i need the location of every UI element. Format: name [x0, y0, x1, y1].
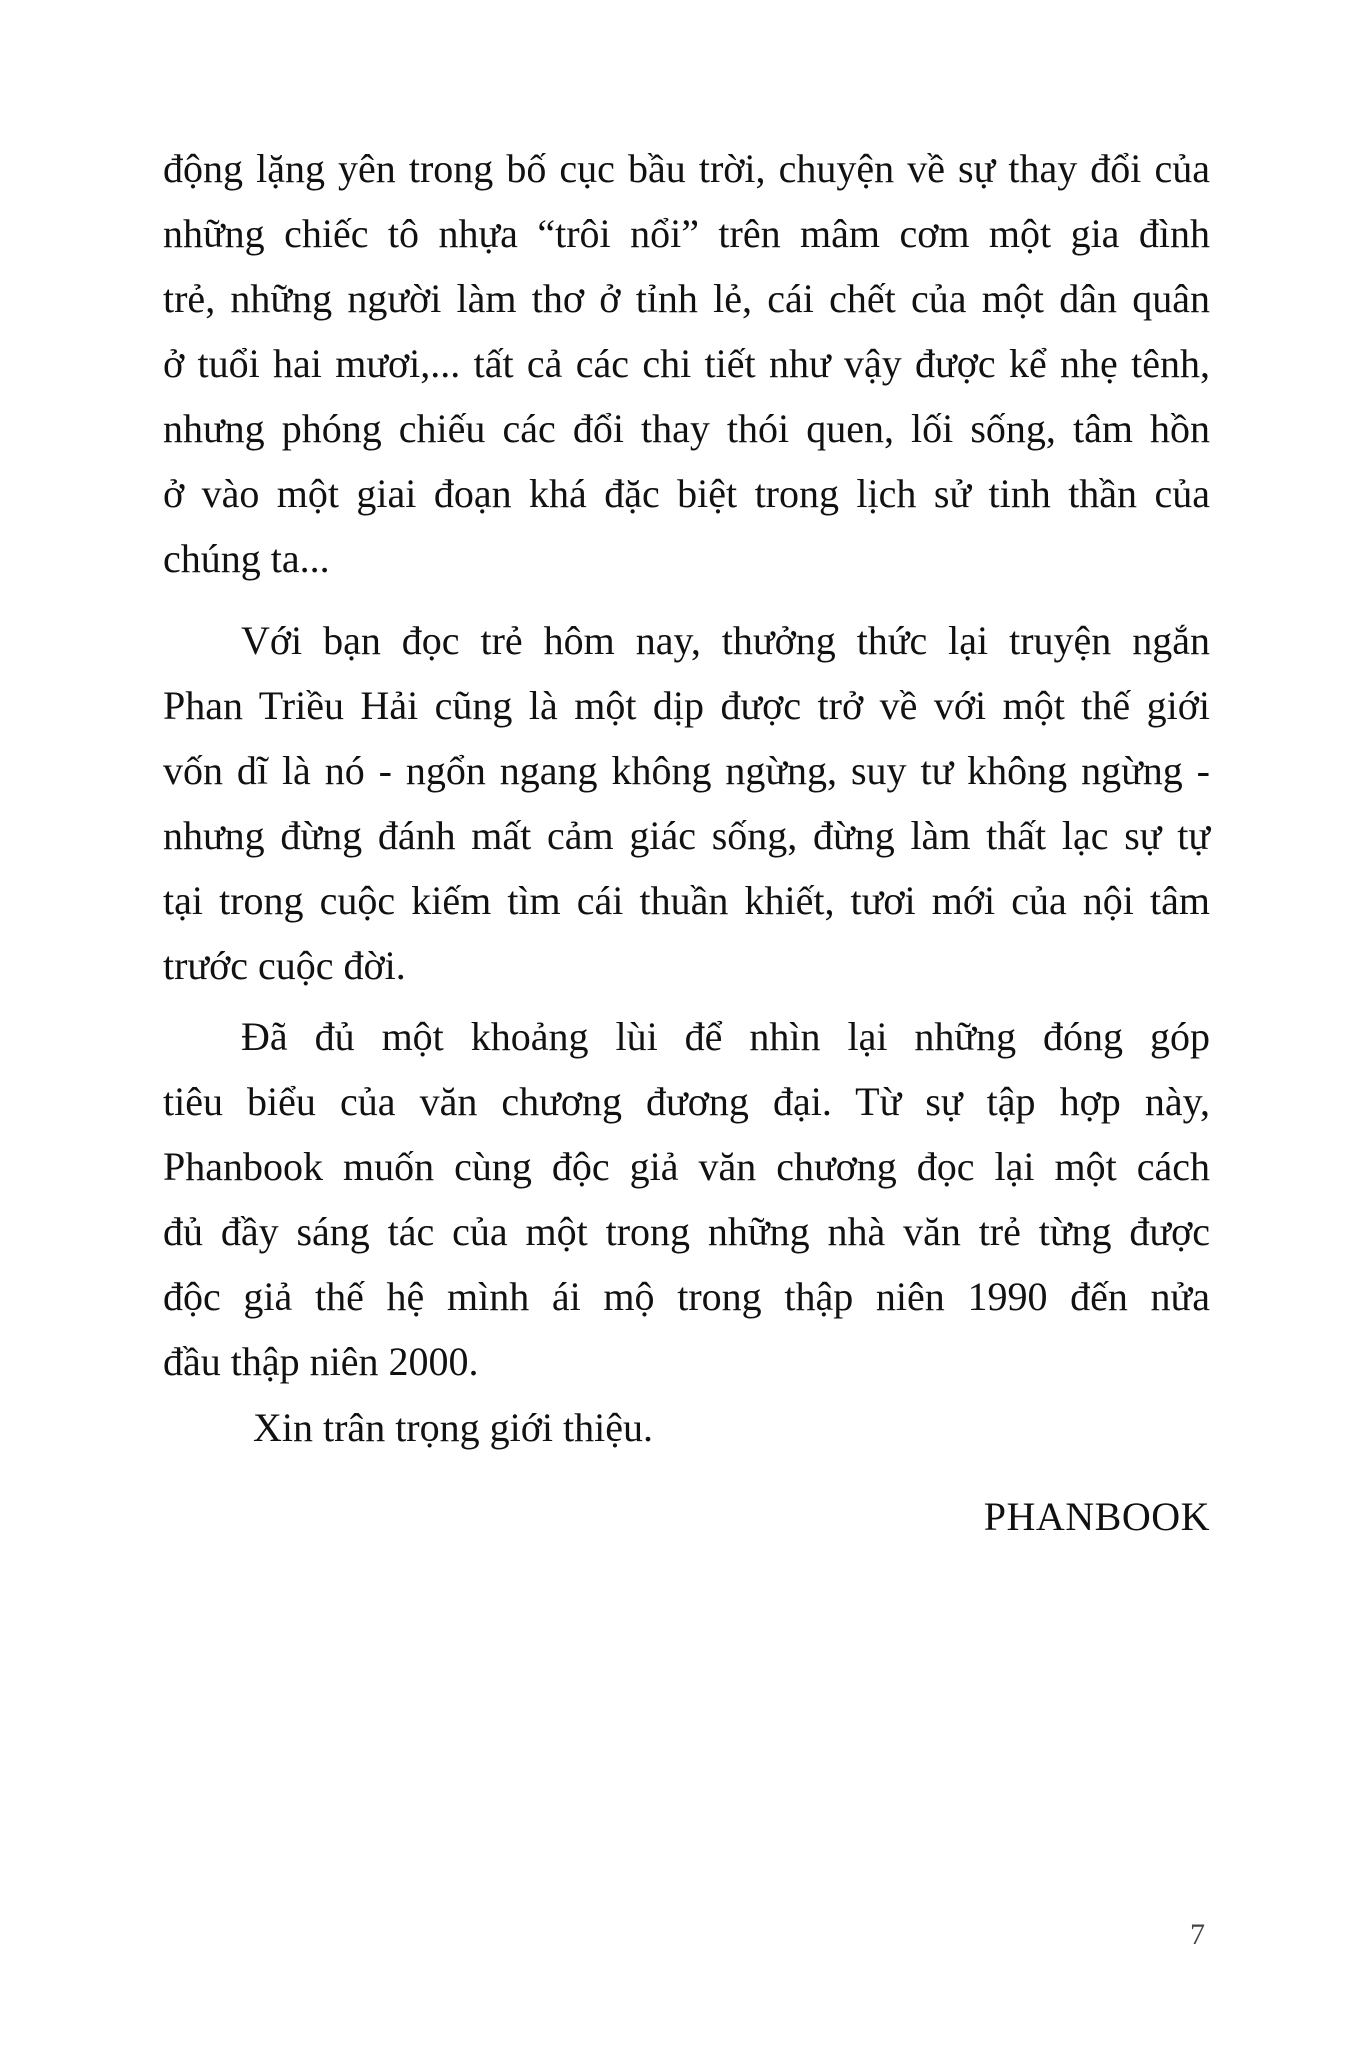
paragraph-line: động lặng yên trong bố cục bầu trời, chuyện về sự thay đổi của: [163, 146, 1210, 191]
paragraph-line: Đã đủ một khoảng lùi để nhìn lại những đóng góp: [241, 1014, 1210, 1059]
paragraph-line: những chiếc tô nhựa “trôi nổi” trên mâm cơm một gia đình: [163, 211, 1210, 256]
closing-line: Xin trân trọng giới thiệu.: [253, 1405, 653, 1450]
paragraph-3: [163, 1004, 1210, 1394]
paragraph-line: tiêu biểu của văn chương đương đại. Từ sự tập hợp này,: [163, 1079, 1210, 1124]
paragraph-1: [163, 136, 1210, 591]
paragraph-line: trước cuộc đời.: [163, 943, 406, 988]
paragraph-line: chúng ta...: [163, 536, 330, 581]
page-number: 7: [1190, 1918, 1205, 1951]
paragraph-line: đầu thập niên 2000.: [163, 1339, 479, 1384]
paragraph-line: tại trong cuộc kiếm tìm cái thuần khiết, tươi mới của nội tâm: [163, 878, 1210, 923]
paragraph-line: độc giả thế hệ mình ái mộ trong thập niên 1990 đến nửa: [163, 1274, 1210, 1319]
paragraph-line: ở tuổi hai mươi,... tất cả các chi tiết như vậy được kể nhẹ tênh,: [163, 341, 1210, 386]
paragraph-line: ở vào một giai đoạn khá đặc biệt trong lịch sử tinh thần của: [163, 471, 1210, 516]
paragraph-line: trẻ, những người làm thơ ở tỉnh lẻ, cái chết của một dân quân: [163, 276, 1210, 321]
paragraph-line: đủ đầy sáng tác của một trong những nhà văn trẻ từng được: [163, 1209, 1210, 1254]
paragraph-line: Phan Triều Hải cũng là một dịp được trở về với một thế giới: [163, 683, 1210, 728]
paragraph-line: Với bạn đọc trẻ hôm nay, thưởng thức lại truyện ngắn: [241, 618, 1210, 663]
paragraph-2: [163, 608, 1210, 998]
paragraph-line: nhưng đừng đánh mất cảm giác sống, đừng làm thất lạc sự tự: [163, 813, 1210, 858]
paragraph-line: nhưng phóng chiếu các đổi thay thói quen, lối sống, tâm hồn: [163, 406, 1210, 451]
paragraph-line: Phanbook muốn cùng độc giả văn chương đọc lại một cách: [163, 1144, 1210, 1189]
paragraph-line: vốn dĩ là nó - ngổn ngang không ngừng, suy tư không ngừng -: [163, 748, 1210, 793]
publisher-signature: PHANBOOK: [983, 1494, 1210, 1539]
